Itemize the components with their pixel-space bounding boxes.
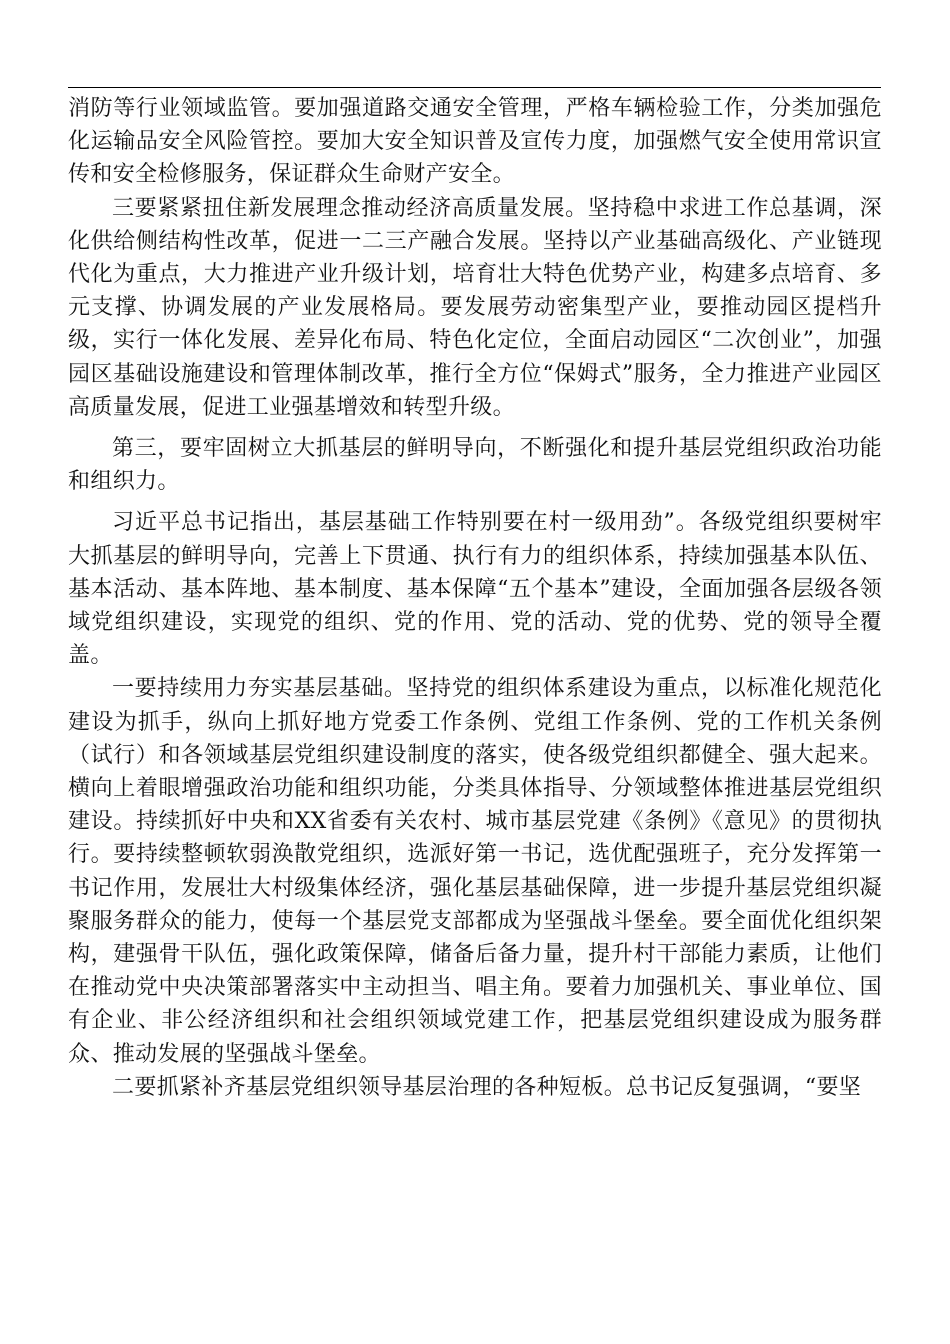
paragraph-governance-shortcomings: 二要抓紧补齐基层党组织领导基层治理的各种短板。总书记反复强调，“要坚 (112, 1074, 862, 1100)
section-heading-third: 第三，要牢固树立大抓基层的鲜明导向，不断强化和提升基层党组织政治功能和组织力。 (68, 436, 882, 495)
paragraph-economic-development: 三要紧紧扭住新发展理念推动经济高质量发展。坚持稳中求进工作总基调，深化供给侧结构性改革，促进一二三产融合发展。坚持以产业基础高级化、产业链现代化为重点，大力推进产业升级计划，培育壮大特色优势产业，构建多点培育、多元支撑、协调发展的产业发展格局。要发展劳动密集型产业，要推动园区提档升级，实行一体化发展、差异化布局、特色化定位，全面启动园区“二次创业”，加强园区基础设施建设和管理体制改革，推行全方位“保姆式”服务，全力推进产业园区高质量发展，促进工业强基增效和转型升级。 (68, 195, 882, 420)
paragraph-grassroots-orientation: 习近平总书记指出，基层基础工作特别要在村一级用劲”。各级党组织要树牢大抓基层的鲜明导向，完善上下贯通、执行有力的组织体系，持续加强基本队伍、基本活动、基本阵地、基本制度、基本保障“五个基本”建设，全面加强各层级各领域党组织建设，实现党的组织、党的作用、党的活动、党的优势、党的领导全覆盖。 (68, 510, 882, 669)
paragraph-continuation: 消防等行业领域监管。要加强道路交通安全管理，严格车辆检验工作，分类加强危化运输品安全风险管控。要加大安全知识普及宣传力度，加强燃气安全使用常识宣传和安全检修服务，保证群众生命财产安全。 (68, 96, 882, 188)
document-body (68, 92, 882, 1104)
paragraph-grassroots-foundation: 一要持续用力夯实基层基础。坚持党的组织体系建设为重点，以标准化规范化建设为抓手，纵向上抓好地方党委工作条例、党组工作条例、党的工作机关条例（试行）和各领域基层党组织建设制度的落实，使各级党组织都健全、强大起来。横向上着眼增强政治功能和组织功能，分类具体指导、分领域整体推进基层党组织建设。持续抓好中央和XX省委有关农村、城市基层党建《条例》《意见》的贯彻执行。要持续整顿软弱涣散党组织，选派好第一书记，选优配强班子，充分发挥第一书记作用，发展壮大村级集体经济，强化基层基础保障，进一步提升基层党组织凝聚服务群众的能力，使每一个基层党支部都成为坚强战斗堡垒。要全面优化组织架构，建强骨干队伍，强化政策保障，储备后备力量，提升村干部能力素质，让他们在推动党中央决策部署落实中主动担当、唱主角。要着力加强机关、事业单位、国有企业、非公经济组织和社会组织领域党建工作，把基层党组织建设成为服务群众、推动发展的坚强战斗堡垒。 (68, 676, 882, 1067)
header-rule (68, 87, 881, 88)
